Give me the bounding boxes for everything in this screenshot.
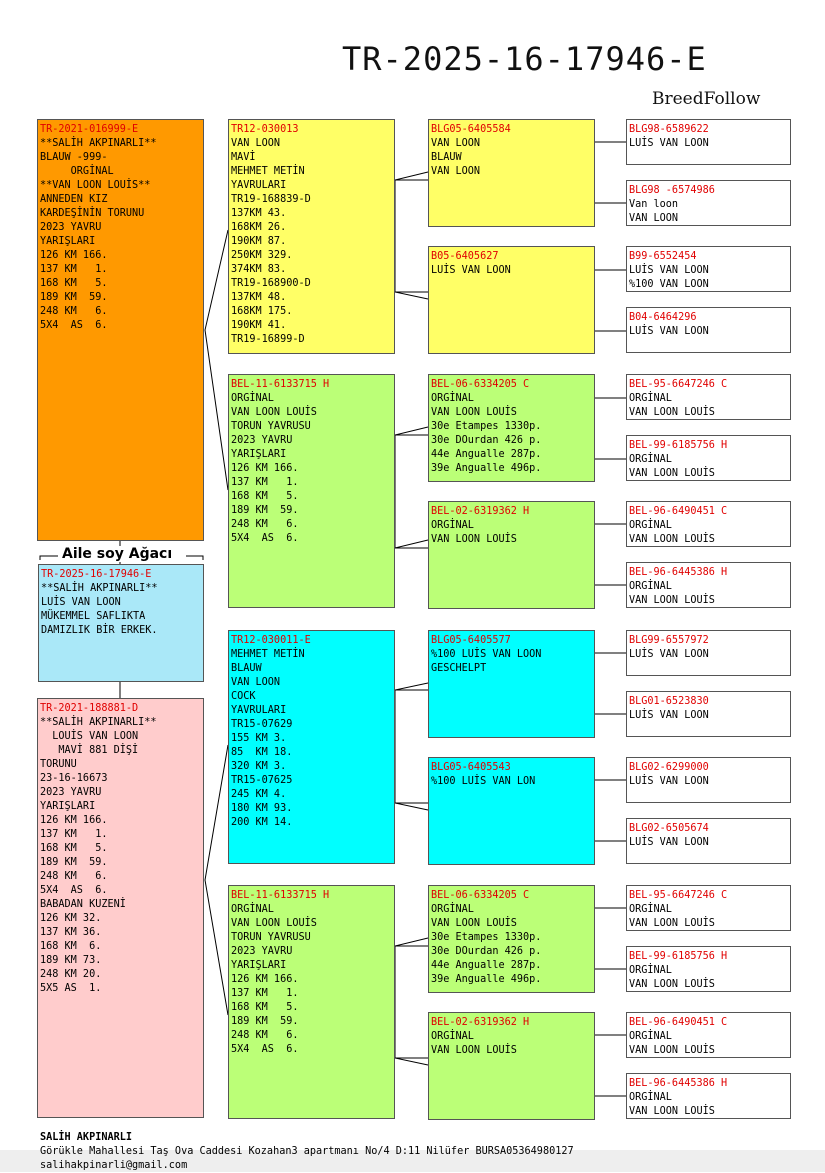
ancestor-line: 168KM 26. bbox=[231, 222, 287, 233]
sire-line: YARIŞLARI bbox=[40, 236, 96, 247]
ancestor-line: VAN LOON bbox=[231, 677, 281, 688]
ancestor-gen4-card bbox=[626, 562, 791, 608]
ancestor-line: 155 KM 3. bbox=[231, 733, 287, 744]
grandsire-paternal-card bbox=[228, 119, 395, 354]
ancestor-line: 168KM 175. bbox=[231, 306, 293, 317]
subject-line: **SALİH AKPINARLI** bbox=[41, 583, 158, 594]
ancestor-line: ORGİNAL bbox=[431, 520, 474, 531]
ancestor-id: BLG05-6405543 bbox=[431, 762, 511, 773]
ancestor-id: BLG02-6505674 bbox=[629, 823, 709, 834]
ancestor-id: BEL-06-6334205 C bbox=[431, 379, 530, 390]
dam-line: 5X5 AS 1. bbox=[40, 983, 102, 994]
ancestor-line: LUİS VAN LOON bbox=[629, 837, 709, 848]
ancestor-line: 39e Angualle 496p. bbox=[431, 463, 542, 474]
ancestor-line: TR19-168839-D bbox=[231, 194, 311, 205]
ancestor-gen4-card bbox=[626, 946, 791, 992]
ancestor-line: ORGİNAL bbox=[629, 454, 672, 465]
ancestor-line: 137 KM 1. bbox=[231, 988, 299, 999]
dam-line: LOUİS VAN LOON bbox=[40, 731, 139, 742]
ancestor-line: LUİS VAN LOON bbox=[431, 265, 511, 276]
ancestor-id: B04-6464296 bbox=[629, 312, 697, 323]
ancestor-gen4-card bbox=[626, 180, 791, 226]
ancestor-gen4-card bbox=[626, 885, 791, 931]
ancestor-id: BEL-95-6647246 C bbox=[629, 890, 728, 901]
ancestor-line: YARIŞLARI bbox=[231, 960, 287, 971]
sire-line: 189 KM 59. bbox=[40, 292, 108, 303]
sire-line: 5X4 AS 6. bbox=[40, 320, 108, 331]
ancestor-id: B05-6405627 bbox=[431, 251, 499, 262]
ancestor-line: LUİS VAN LOON bbox=[629, 138, 709, 149]
dam-line: TORUNU bbox=[40, 759, 77, 770]
dam-line: 126 KM 166. bbox=[40, 815, 108, 826]
ancestor-line: BLAUW bbox=[431, 152, 462, 163]
ancestor-id: BEL-11-6133715 H bbox=[231, 890, 330, 901]
ancestor-id: BEL-11-6133715 H bbox=[231, 379, 330, 390]
dam-line: 23-16-16673 bbox=[40, 773, 108, 784]
dam-line: 2023 YAVRU bbox=[40, 787, 102, 798]
ancestor-line: VAN LOON LOUİS bbox=[629, 468, 715, 479]
ancestor-id: BEL-96-6490451 C bbox=[629, 506, 728, 517]
ancestor-line: 2023 YAVRU bbox=[231, 946, 293, 957]
ancestor-id: BLG98 -6574986 bbox=[629, 185, 715, 196]
ancestor-line: %100 LUİS VAN LOON bbox=[431, 649, 542, 660]
ancestor-line: 30e DOurdan 426 p. bbox=[431, 435, 542, 446]
ancestor-line: TR19-16899-D bbox=[231, 334, 305, 345]
dam-line: 137 KM 36. bbox=[40, 927, 102, 938]
ancestor-gen4-card bbox=[626, 1073, 791, 1119]
ancestor-line: LUİS VAN LOON bbox=[629, 710, 709, 721]
ancestor-line: VAN LOON LOUİS bbox=[431, 918, 517, 929]
dam-line: 126 KM 32. bbox=[40, 913, 102, 924]
dam-card bbox=[37, 698, 204, 1118]
ancestor-line: TORUN YAVRUSU bbox=[231, 932, 311, 943]
ancestor-line: TORUN YAVRUSU bbox=[231, 421, 311, 432]
dam-line: 248 KM 6. bbox=[40, 871, 108, 882]
ancestor-gen3-card bbox=[428, 1012, 595, 1120]
ancestor-gen4-card bbox=[626, 119, 791, 165]
ancestor-id: BEL-95-6647246 C bbox=[629, 379, 728, 390]
ancestor-line: 5X4 AS 6. bbox=[231, 1044, 299, 1055]
ancestor-line: MAVİ bbox=[231, 152, 256, 163]
sire-card bbox=[37, 119, 204, 541]
pedigree-title: TR-2025-16-17946-E bbox=[342, 40, 707, 78]
ancestor-gen4-card bbox=[626, 435, 791, 481]
ancestor-id: BEL-96-6445386 H bbox=[629, 1078, 728, 1089]
ancestor-line: VAN LOON LOUİS bbox=[629, 1106, 715, 1117]
ancestor-line: 137KM 43. bbox=[231, 208, 287, 219]
ancestor-line: 245 KM 4. bbox=[231, 789, 287, 800]
dam-line: **SALİH AKPINARLI** bbox=[40, 717, 157, 728]
brand-name: BreedFollow bbox=[652, 89, 761, 109]
ancestor-line: ORGİNAL bbox=[629, 581, 672, 592]
sire-line: 137 KM 1. bbox=[40, 264, 108, 275]
ancestor-id: BEL-02-6319362 H bbox=[431, 506, 530, 517]
sire-line: ORGİNAL bbox=[40, 166, 114, 177]
ancestor-gen3-card bbox=[428, 374, 595, 482]
family-tree-label: Aile soy Ağacı bbox=[58, 546, 176, 562]
sire-line: **SALİH AKPINARLI** bbox=[40, 138, 157, 149]
ancestor-line: 39e Angualle 496p. bbox=[431, 974, 542, 985]
ancestor-line: 248 KM 6. bbox=[231, 519, 299, 530]
ancestor-line: VAN LOON LOUİS bbox=[629, 595, 715, 606]
ancestor-line: TR15-07625 bbox=[231, 775, 293, 786]
owner-address: Görükle Mahallesi Taş Ova Caddesi Kozahan3 apartmanı No/4 D:11 Nilüfer BURSA05364980127 bbox=[40, 1146, 574, 1157]
subject-line: MÜKEMMEL SAFLIKTA bbox=[41, 611, 146, 622]
ancestor-id: BLG99-6557972 bbox=[629, 635, 709, 646]
dam-line: 168 KM 5. bbox=[40, 843, 108, 854]
ancestor-line: 44e Angualle 287p. bbox=[431, 960, 542, 971]
ancestor-line: 248 KM 6. bbox=[231, 1030, 299, 1041]
footer bbox=[40, 1131, 574, 1173]
ancestor-id: BLG05-6405584 bbox=[431, 124, 511, 135]
ancestor-line: LUİS VAN LOON bbox=[629, 265, 709, 276]
ancestor-line: 189 KM 59. bbox=[231, 505, 299, 516]
ancestor-gen3-card bbox=[428, 119, 595, 227]
ancestor-id: BEL-02-6319362 H bbox=[431, 1017, 530, 1028]
ancestor-line: %100 LUİS VAN LON bbox=[431, 776, 536, 787]
ancestor-line: 250KM 329. bbox=[231, 250, 293, 261]
ancestor-line: 320 KM 3. bbox=[231, 761, 287, 772]
ancestor-line: VAN LOON bbox=[629, 213, 679, 224]
ancestor-gen3-card bbox=[428, 757, 595, 865]
ancestor-id: BEL-06-6334205 C bbox=[431, 890, 530, 901]
ancestor-line: VAN LOON LOUİS bbox=[629, 1045, 715, 1056]
ancestor-line: MEHMET METİN bbox=[231, 649, 305, 660]
ancestor-gen4-card bbox=[626, 818, 791, 864]
dam-line: 189 KM 73. bbox=[40, 955, 102, 966]
ancestor-line: VAN LOON LOUİS bbox=[231, 407, 317, 418]
ancestor-gen4-card bbox=[626, 501, 791, 547]
ancestor-line: 126 KM 166. bbox=[231, 974, 299, 985]
ancestor-line: TR19-168900-D bbox=[231, 278, 311, 289]
ancestor-line: 189 KM 59. bbox=[231, 1016, 299, 1027]
ancestor-line: VAN LOON LOUİS bbox=[629, 407, 715, 418]
ancestor-id: BEL-99-6185756 H bbox=[629, 951, 728, 962]
ancestor-line: GESCHELPT bbox=[431, 663, 487, 674]
ancestor-line: TR15-07629 bbox=[231, 719, 293, 730]
ancestor-line: 30e DOurdan 426 p. bbox=[431, 946, 542, 957]
ancestor-line: ORGİNAL bbox=[629, 1031, 672, 1042]
ancestor-line: 168 KM 5. bbox=[231, 1002, 299, 1013]
ancestor-line: YARIŞLARI bbox=[231, 449, 287, 460]
granddam-maternal-card bbox=[228, 885, 395, 1119]
owner-name: SALİH AKPINARLI bbox=[40, 1132, 133, 1143]
sire-line: 126 KM 166. bbox=[40, 250, 108, 261]
ancestor-line: LUİS VAN LOON bbox=[629, 326, 709, 337]
ancestor-gen4-card bbox=[626, 757, 791, 803]
ancestor-line: %100 VAN LOON bbox=[629, 279, 709, 290]
ancestor-line: 44e Angualle 287p. bbox=[431, 449, 542, 460]
sire-line: KARDEŞİNİN TORUNU bbox=[40, 208, 145, 219]
ancestor-line: ORGİNAL bbox=[231, 393, 274, 404]
dam-line: BABADAN KUZENİ bbox=[40, 899, 126, 910]
ancestor-line: 137KM 48. bbox=[231, 292, 287, 303]
ancestor-gen3-card bbox=[428, 630, 595, 738]
dam-line: 168 KM 6. bbox=[40, 941, 102, 952]
subject-line: LUİS VAN LOON bbox=[41, 597, 121, 608]
ancestor-line: ORGİNAL bbox=[431, 393, 474, 404]
owner-email: salihakpinarli@gmail.com bbox=[40, 1160, 188, 1171]
ancestor-line: MEHMET METİN bbox=[231, 166, 305, 177]
ancestor-line: VAN LOON LOUİS bbox=[629, 918, 715, 929]
sire-line: 2023 YAVRU bbox=[40, 222, 102, 233]
dam-line: 5X4 AS 6. bbox=[40, 885, 108, 896]
grandsire-maternal-card bbox=[228, 630, 395, 864]
ancestor-line: 200 KM 14. bbox=[231, 817, 293, 828]
ancestor-line: VAN LOON LOUİS bbox=[431, 534, 517, 545]
ancestor-gen4-card bbox=[626, 246, 791, 292]
ancestor-line: VAN LOON bbox=[231, 138, 281, 149]
subject-id: TR-2025-16-17946-E bbox=[41, 569, 152, 580]
sire-line: **VAN LOON LOUİS** bbox=[40, 180, 151, 191]
ancestor-line: 30e Etampes 1330p. bbox=[431, 421, 542, 432]
sire-line: BLAUW -999- bbox=[40, 152, 108, 163]
ancestor-line: VAN LOON LOUİS bbox=[629, 979, 715, 990]
ancestor-line: LUİS VAN LOON bbox=[629, 649, 709, 660]
dam-id: TR-2021-188881-D bbox=[40, 703, 139, 714]
ancestor-line: ORGİNAL bbox=[629, 520, 672, 531]
dam-line: 248 KM 20. bbox=[40, 969, 102, 980]
ancestor-line: VAN LOON bbox=[431, 138, 481, 149]
ancestor-gen3-card bbox=[428, 885, 595, 993]
sire-line: 168 KM 5. bbox=[40, 278, 108, 289]
ancestor-line: BLAUW bbox=[231, 663, 262, 674]
ancestor-id: BLG98-6589622 bbox=[629, 124, 709, 135]
dam-line: 189 KM 59. bbox=[40, 857, 108, 868]
ancestor-line: VAN LOON bbox=[431, 166, 481, 177]
ancestor-line: ORGİNAL bbox=[431, 904, 474, 915]
ancestor-line: 190KM 87. bbox=[231, 236, 287, 247]
sire-id: TR-2021-016999-E bbox=[40, 124, 139, 135]
ancestor-line: 126 KM 166. bbox=[231, 463, 299, 474]
ancestor-id: BLG01-6523830 bbox=[629, 696, 709, 707]
ancestor-id: BLG02-6299000 bbox=[629, 762, 709, 773]
ancestor-line: ORGİNAL bbox=[629, 904, 672, 915]
ancestor-line: ORGİNAL bbox=[431, 1031, 474, 1042]
ancestor-line: 2023 YAVRU bbox=[231, 435, 293, 446]
ancestor-line: 137 KM 1. bbox=[231, 477, 299, 488]
granddam-paternal-card bbox=[228, 374, 395, 608]
ancestor-line: ORGİNAL bbox=[231, 904, 274, 915]
ancestor-id: TR12-030013 bbox=[231, 124, 299, 135]
ancestor-gen4-card bbox=[626, 1012, 791, 1058]
ancestor-id: B99-6552454 bbox=[629, 251, 697, 262]
ancestor-line: ORGİNAL bbox=[629, 393, 672, 404]
sire-line: 248 KM 6. bbox=[40, 306, 108, 317]
ancestor-line: 85 KM 18. bbox=[231, 747, 293, 758]
ancestor-line: VAN LOON LOUİS bbox=[231, 918, 317, 929]
ancestor-line: YAVRULARI bbox=[231, 180, 287, 191]
ancestor-line: VAN LOON LOUİS bbox=[431, 407, 517, 418]
subject-card bbox=[38, 564, 204, 682]
dam-line: MAVİ 881 DİŞİ bbox=[40, 745, 139, 756]
subject-line: DAMIZLIK BİR ERKEK. bbox=[41, 625, 158, 636]
ancestor-gen3-card bbox=[428, 246, 595, 354]
ancestor-id: BLG05-6405577 bbox=[431, 635, 511, 646]
ancestor-line: YAVRULARI bbox=[231, 705, 287, 716]
ancestor-gen4-card bbox=[626, 630, 791, 676]
ancestor-line: 374KM 83. bbox=[231, 264, 287, 275]
ancestor-id: BEL-96-6490451 C bbox=[629, 1017, 728, 1028]
dam-line: YARIŞLARI bbox=[40, 801, 96, 812]
ancestor-line: ORGİNAL bbox=[629, 1092, 672, 1103]
ancestor-line: 30e Etampes 1330p. bbox=[431, 932, 542, 943]
ancestor-line: 168 KM 5. bbox=[231, 491, 299, 502]
ancestor-line: COCK bbox=[231, 691, 256, 702]
ancestor-line: ORGİNAL bbox=[629, 965, 672, 976]
ancestor-line: LUİS VAN LOON bbox=[629, 776, 709, 787]
ancestor-line: 190KM 41. bbox=[231, 320, 287, 331]
ancestor-id: BEL-99-6185756 H bbox=[629, 440, 728, 451]
sire-line: ANNEDEN KIZ bbox=[40, 194, 108, 205]
ancestor-line: VAN LOON LOUİS bbox=[629, 534, 715, 545]
ancestor-gen4-card bbox=[626, 307, 791, 353]
ancestor-line: VAN LOON LOUİS bbox=[431, 1045, 517, 1056]
ancestor-id: TR12-030011-E bbox=[231, 635, 311, 646]
ancestor-id: BEL-96-6445386 H bbox=[629, 567, 728, 578]
ancestor-line: 5X4 AS 6. bbox=[231, 533, 299, 544]
ancestor-gen3-card bbox=[428, 501, 595, 609]
dam-line: 137 KM 1. bbox=[40, 829, 108, 840]
ancestor-line: Van loon bbox=[629, 199, 679, 210]
ancestor-gen4-card bbox=[626, 374, 791, 420]
ancestor-gen4-card bbox=[626, 691, 791, 737]
ancestor-line: 180 KM 93. bbox=[231, 803, 293, 814]
